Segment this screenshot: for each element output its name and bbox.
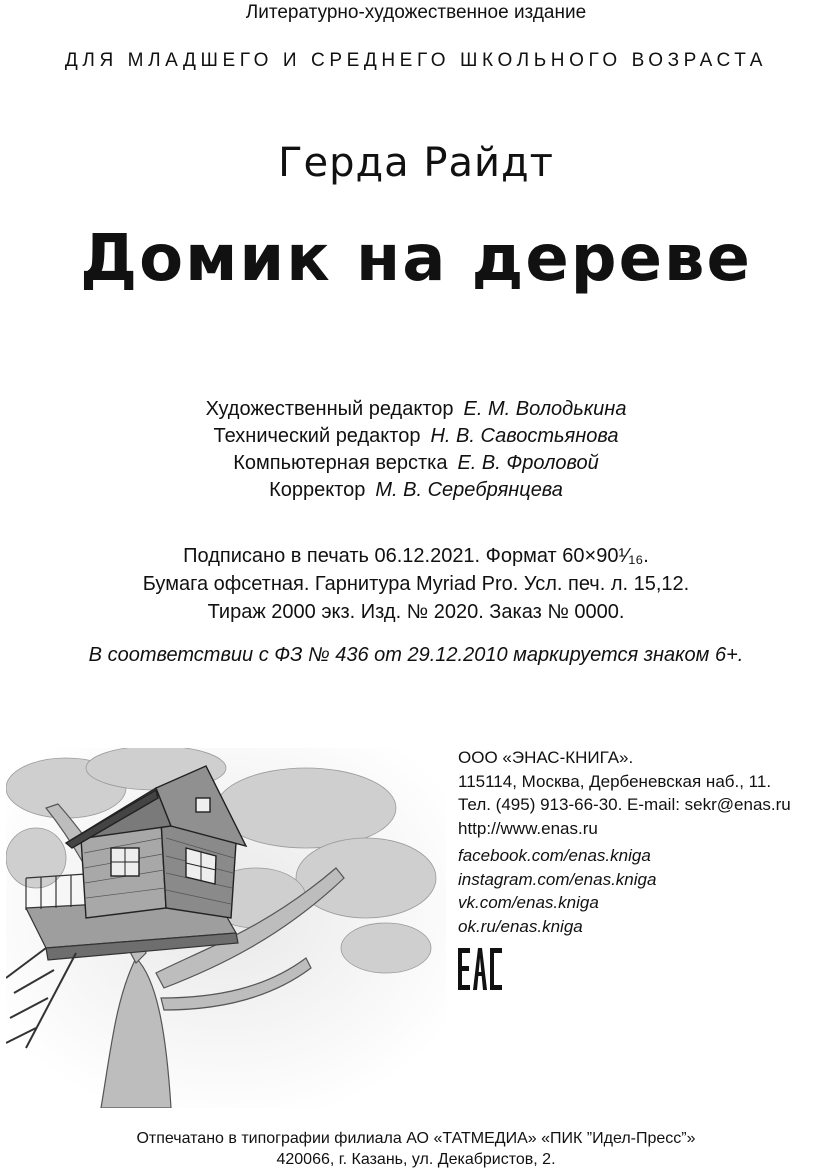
credit-name: Н. В. Савостьянова	[430, 425, 619, 447]
publisher-contacts: Тел. (495) 913-66-30. E-mail: sekr@enas.ru	[458, 795, 791, 814]
credit-name: М. В. Серебрянцева	[375, 479, 563, 501]
treehouse-illustration	[6, 748, 446, 1108]
social-link-facebook: facebook.com/enas.kniga	[458, 846, 651, 865]
publisher-info	[458, 746, 828, 938]
credit-name: Е. М. Володькина	[463, 398, 627, 420]
publisher-site: http://www.enas.ru	[458, 818, 598, 838]
print-paper: Бумага офсетная. Гарнитура Myriad Pro. Усл. печ. л. 15,12.	[142, 573, 690, 595]
credit-proofreader	[0, 477, 832, 504]
credit-role: Технический редактор	[213, 425, 421, 447]
publisher-social	[458, 844, 828, 938]
eac-certification-icon	[458, 948, 502, 990]
age-rating-note: В соответствии с ФЗ № 436 от 29.12.2010 маркируется знаком 6+.	[88, 644, 744, 666]
social-link-vk: vk.com/enas.kniga	[458, 893, 599, 912]
credit-role: Художественный редактор	[205, 398, 454, 420]
printer-info	[0, 1128, 832, 1170]
printer-address: 420066, г. Казань, ул. Декабристов, 2.	[276, 1151, 556, 1168]
publisher-address: 115114, Москва, Дербеневская наб., 11.	[458, 771, 772, 791]
publisher-name: ООО «ЭНАС-КНИГА».	[458, 748, 634, 767]
credit-role: Корректор	[269, 479, 366, 501]
book-author: Герда Райдт	[278, 140, 554, 186]
print-signed: Подписано в печать 06.12.2021. Формат 60×90¹⁄₁₆.	[183, 545, 649, 567]
credit-role: Компьютерная верстка	[233, 452, 448, 474]
social-link-ok: ok.ru/enas.kniga	[458, 916, 583, 936]
print-info	[0, 542, 832, 626]
printer-name: Отпечатано в типографии филиала АО «ТАТМЕДИА» «ПИК ”Идел-Пресс”»	[136, 1130, 696, 1147]
edition-type: Литературно-художественное издание	[245, 2, 587, 23]
credit-tech-editor	[0, 423, 832, 450]
social-link-instagram: instagram.com/enas.kniga	[458, 869, 657, 889]
credit-name: Е. В. Фроловой	[457, 452, 599, 474]
age-group: ДЛЯ МЛАДШЕГО И СРЕДНЕГО ШКОЛЬНОГО ВОЗРАСТА	[64, 50, 768, 71]
print-run: Тираж 2000 экз. Изд. № 2020. Заказ № 0000.	[207, 601, 625, 623]
credit-art-editor	[0, 396, 832, 423]
book-title: Домик на дереве	[80, 222, 752, 296]
credits-block	[0, 396, 832, 504]
credit-layout	[0, 450, 832, 477]
